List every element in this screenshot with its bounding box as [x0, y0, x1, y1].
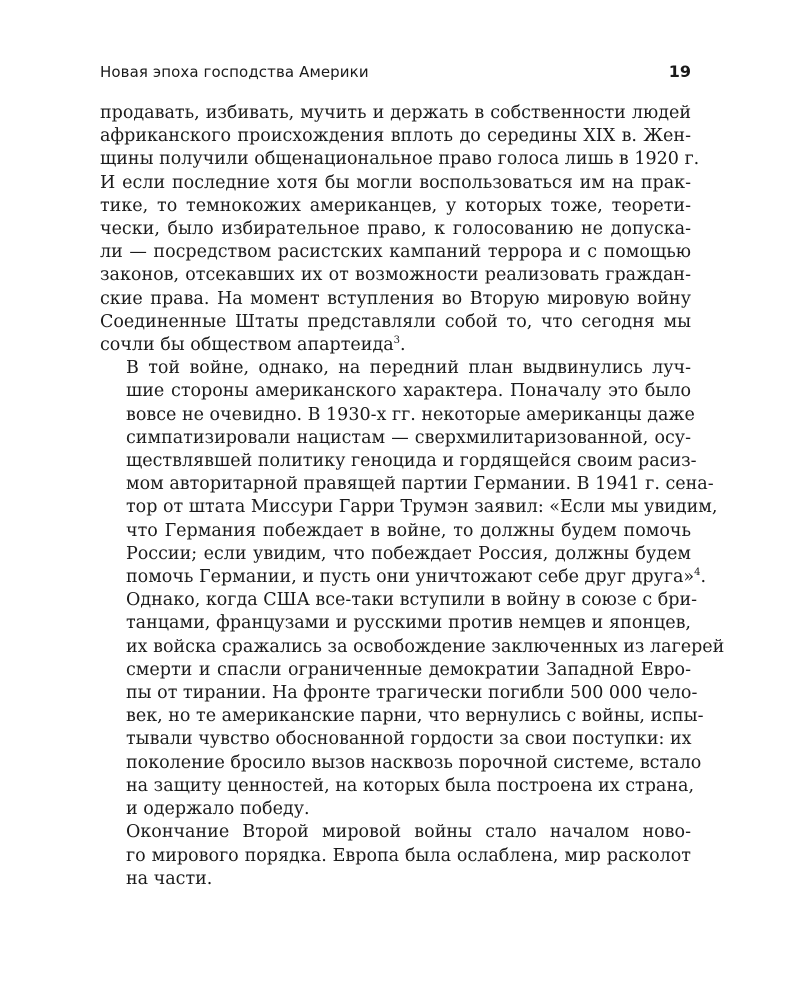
paragraph-3	[100, 821, 691, 891]
paragraph-1	[100, 102, 700, 357]
text-line: России; если увидим, что побеждает Россия, должны будем	[126, 543, 691, 564]
text-line: поколение бросило вызов насквозь порочной системе, встало	[126, 752, 702, 773]
text-line: век, но те американские парни, что вернулись с войны, испы-	[126, 706, 704, 727]
text-line: смерти и спасли ограниченные демократии Западной Евро-	[126, 659, 691, 680]
text-line: на части.	[126, 868, 213, 889]
text-segment: .	[700, 567, 707, 588]
body-text	[100, 102, 725, 891]
text-line: и одержало победу.	[126, 799, 310, 820]
text-line: тывали чувство обоснованной гордости за свои поступки: их	[126, 729, 692, 750]
text-line: на защиту ценностей, на которых была построена их страна,	[126, 775, 695, 796]
text-line: танцами, французами и русскими против немцев и японцев,	[126, 613, 691, 634]
book-page	[100, 62, 725, 891]
text-line: мом авторитарной правящей партии Германии. В 1941 г. сена-	[126, 474, 714, 495]
text-line	[100, 566, 707, 589]
footnote-marker[interactable]: 4	[694, 567, 701, 579]
text-line: законов, отсекавших их от возможности реализовать граждан-	[100, 265, 691, 286]
running-title: Новая эпоха господства Америки	[100, 63, 369, 81]
running-head	[100, 62, 691, 88]
text-line: тике, то темнокожих американцев, у которых тоже, теорети-	[100, 195, 691, 216]
text-line: Однако, когда США все-таки вступили в войну в союзе с бри-	[126, 590, 698, 611]
text-line: го мирового порядка. Европа была ослаблена, мир расколот	[126, 845, 691, 866]
page-number: 19	[668, 62, 691, 81]
text-line: В той войне, однако, на передний план выдвинулись луч-	[126, 358, 691, 379]
footnote-marker[interactable]: 3	[393, 335, 401, 347]
text-segment: помочь Германии, и пусть они уничтожают себе друг друга»	[126, 567, 695, 588]
text-line: что Германия побеждает в войне, то должны будем помочь	[126, 520, 691, 541]
paragraph-2	[100, 357, 725, 821]
text-line: И если последние хотя бы могли воспользоваться им на прак-	[100, 172, 691, 193]
text-line: щины получили общенациональное право голоса лишь в 1920 г.	[100, 149, 700, 170]
text-line: ли — посредством расистских кампаний террора и с помощью	[100, 242, 691, 263]
text-line: шие стороны американского характера. Поначалу это было	[126, 381, 691, 402]
text-line: вовсе не очевидно. В 1930-х гг. некоторые американцы даже	[126, 404, 695, 425]
text-line: Окончание Второй мировой войны стало началом ново-	[126, 822, 691, 843]
text-line	[100, 334, 691, 357]
text-line: Соединенные Штаты представляли собой то, что сегодня мы	[100, 311, 691, 332]
text-line: продавать, избивать, мучить и держать в собственности людей	[100, 103, 691, 123]
text-line: ществлявшей политику геноцида и гордящейся своим расиз-	[126, 451, 697, 472]
text-segment: .	[400, 335, 406, 356]
text-line: ские права. На момент вступления во Вторую мировую войну	[100, 288, 691, 309]
text-line: симпатизировали нацистам — сверхмилитаризованной, осу-	[126, 427, 691, 448]
text-line: пы от тирании. На фронте трагически погибли 500 000 чело-	[126, 683, 698, 704]
text-line: тор от штата Миссури Гарри Трумэн заявил: «Если мы увидим,	[126, 497, 718, 518]
text-line: африканского происхождения вплоть до середины XIX в. Жен-	[100, 126, 691, 147]
text-line: их войска сражались за освобождение заключенных из лагерей	[126, 636, 725, 657]
text-segment: сочли бы обществом апартеида	[100, 335, 394, 356]
text-line: чески, было избирательное право, к голосованию не допуска-	[100, 219, 691, 240]
